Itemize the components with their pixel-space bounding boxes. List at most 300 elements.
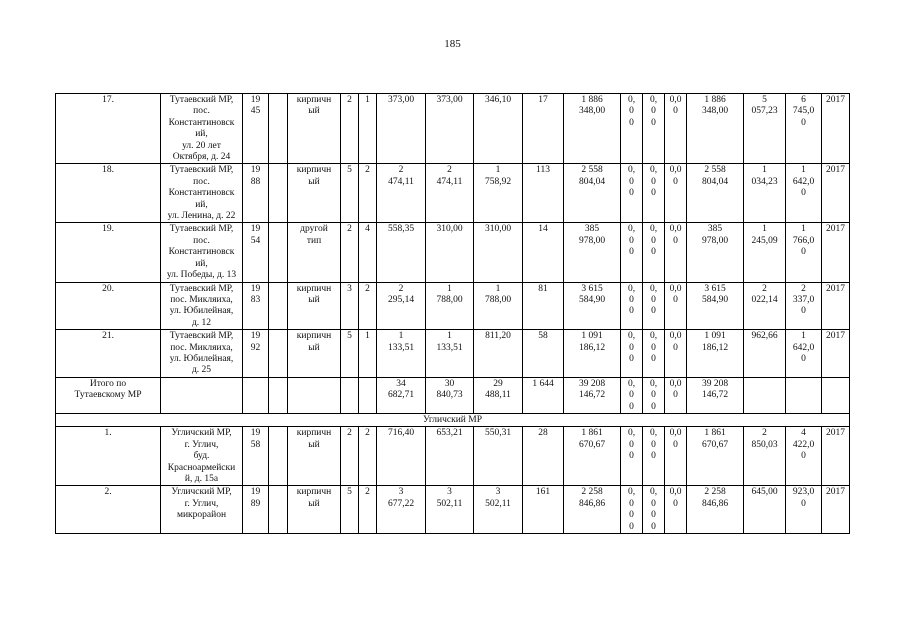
cost-owners-cell-line: 2 258 <box>704 487 726 498</box>
year-cell-line: 54 <box>250 235 261 246</box>
limit-cost-cell-line: 0 <box>801 353 806 364</box>
unit-cost-cell <box>744 164 786 223</box>
area-total-cell <box>377 223 426 282</box>
address-cell-line: Тутаевский МР, <box>169 224 234 235</box>
plan-year-cell: 2017 <box>822 282 850 330</box>
area-total-cell <box>377 427 426 486</box>
area-total-cell <box>377 94 426 164</box>
address-cell-line: микрорайон <box>176 510 227 521</box>
year-cell-line: 19 <box>250 428 261 439</box>
blank-cell <box>269 282 288 330</box>
cost-total-cell-line: 39 208 <box>578 378 606 389</box>
area-private-cell <box>474 330 523 378</box>
residents-cell: 14 <box>523 223 564 282</box>
address-cell-line: буд. <box>193 451 210 462</box>
cost-owners-cell-line: 39 208 <box>701 378 729 389</box>
cost-owners-cell <box>687 223 744 282</box>
cost-owners-cell-line: 3 615 <box>704 283 726 294</box>
entrances-cell: 4 <box>359 223 377 282</box>
floors-cell: 2 <box>341 94 359 164</box>
limit-cost-cell-line: 1 <box>801 331 806 342</box>
cost-total-cell-line: 978,00 <box>578 235 606 246</box>
limit-cost-cell-line: 337,0 <box>792 294 815 305</box>
fund-cell-1-line: 0 <box>629 176 634 187</box>
area-private-cell-line: 310,00 <box>484 224 512 235</box>
limit-cost-cell-line: 0 <box>801 498 806 509</box>
year-cell-line: 19 <box>250 165 261 176</box>
cost-owners-cell <box>687 427 744 486</box>
fund-cell-2-line: 0 <box>651 176 656 187</box>
address-cell-line: пос. <box>193 176 210 187</box>
address-cell-line: г. Углич, <box>184 498 219 509</box>
cost-total-cell-line: 670,67 <box>578 439 606 450</box>
area-residential-cell-line: 502,11 <box>436 498 463 509</box>
area-residential-cell-line: 1 <box>447 331 452 342</box>
cost-owners-cell-line: 1 861 <box>704 428 726 439</box>
fund-cell-3-line: 0 <box>673 176 678 187</box>
residents-cell: 58 <box>523 330 564 378</box>
fund-cell-3 <box>665 282 687 330</box>
address-cell-line: ул. 20 лет <box>182 140 221 151</box>
cost-owners-cell <box>687 94 744 164</box>
fund-cell-2-line: 0 <box>651 353 656 364</box>
cost-total-cell-line: 3 615 <box>581 283 603 294</box>
address-cell <box>161 94 243 164</box>
fund-cell-2 <box>643 164 665 223</box>
total-label-line: Итого по <box>89 378 127 389</box>
area-private-cell-line: 346,10 <box>484 95 512 105</box>
limit-cost-cell <box>786 94 822 164</box>
material-cell <box>288 486 341 534</box>
area-private-cell <box>474 486 523 534</box>
unit-cost-cell-line: 2 <box>762 283 767 294</box>
fund-cell-1-line: 0 <box>629 235 634 246</box>
total-row <box>56 377 850 413</box>
fund-cell-1-line: 0, <box>627 224 636 235</box>
unit-cost-cell-line: 1 <box>762 165 767 176</box>
cost-total-cell <box>564 377 621 413</box>
cost-owners-cell <box>687 330 744 378</box>
area-residential-cell <box>426 330 474 378</box>
area-residential-cell <box>426 282 474 330</box>
entrances-cell <box>359 377 377 413</box>
unit-cost-cell-line: 2 <box>762 428 767 439</box>
address-cell <box>161 164 243 223</box>
fund-cell-3-line: 0 <box>673 294 678 305</box>
year-cell-line: 19 <box>250 224 261 235</box>
area-private-cell-line: 788,00 <box>484 294 512 305</box>
fund-cell-2 <box>643 486 665 534</box>
residents-cell: 17 <box>523 94 564 164</box>
fund-cell-3 <box>665 486 687 534</box>
row-number: 18. <box>56 164 161 223</box>
fund-cell-2-line: 0 <box>651 188 656 199</box>
limit-cost-cell-line: 0 <box>801 451 806 462</box>
entrances-cell: 2 <box>359 282 377 330</box>
entrances-cell: 2 <box>359 486 377 534</box>
fund-cell-3 <box>665 427 687 486</box>
cost-total-cell <box>564 282 621 330</box>
fund-cell-3-line: 0,0 <box>669 95 682 105</box>
fund-cell-3-line: 0,0 <box>669 224 682 235</box>
area-total-cell-line: 295,14 <box>387 294 415 305</box>
limit-cost-cell-line: 6 <box>801 95 806 105</box>
fund-cell-1-line: 0, <box>627 428 636 439</box>
fund-cell-1 <box>621 427 643 486</box>
table-row <box>56 94 850 164</box>
area-total-cell <box>377 330 426 378</box>
fund-cell-1-line: 0 <box>629 498 634 509</box>
fund-cell-2 <box>643 377 665 413</box>
plan-year-cell: 2017 <box>822 330 850 378</box>
fund-cell-2-line: 0, <box>649 487 658 498</box>
fund-cell-2-line: 0 <box>651 294 656 305</box>
address-cell <box>161 486 243 534</box>
limit-cost-cell-line: 422,0 <box>792 439 815 450</box>
cost-total-cell-line: 804,04 <box>578 176 606 187</box>
limit-cost-cell-line: 0 <box>801 247 806 258</box>
cost-owners-cell-line: 584,90 <box>701 294 729 305</box>
row-number: 1. <box>56 427 161 486</box>
fund-cell-1-line: 0 <box>629 439 634 450</box>
address-cell-line: ул. Ленина, д. 22 <box>167 211 236 222</box>
area-total-cell-line: 474,11 <box>388 176 414 187</box>
fund-cell-1-line: 0, <box>627 95 636 105</box>
limit-cost-cell-line: 4 <box>801 428 806 439</box>
year-cell <box>243 486 269 534</box>
cost-total-cell-line: 1 091 <box>581 331 603 342</box>
limit-cost-cell <box>786 427 822 486</box>
table-row <box>56 427 850 486</box>
entrances-cell: 1 <box>359 94 377 164</box>
table-row <box>56 223 850 282</box>
area-total-cell-line: 716,40 <box>387 428 415 439</box>
material-cell <box>288 164 341 223</box>
fund-cell-3 <box>665 94 687 164</box>
area-total-cell-line: 34 <box>396 378 406 389</box>
unit-cost-cell <box>744 377 786 413</box>
address-cell-line: Угличский МР, <box>171 487 232 498</box>
floors-cell: 2 <box>341 427 359 486</box>
residents-cell: 161 <box>523 486 564 534</box>
address-cell-line: Тутаевский МР, <box>169 283 234 294</box>
area-total-cell <box>377 486 426 534</box>
fund-cell-1-line: 0 <box>629 451 634 462</box>
fund-cell-2-line: 0 <box>651 521 656 532</box>
blank-cell <box>269 330 288 378</box>
page-number: 185 <box>444 38 461 50</box>
cost-total-cell-line: 1 886 <box>581 95 603 105</box>
address-cell-line: Октября, д. 24 <box>172 152 231 163</box>
entrances-cell: 1 <box>359 330 377 378</box>
cost-owners-cell-line: 804,04 <box>701 176 729 187</box>
residents-cell: 28 <box>523 427 564 486</box>
fund-cell-3-line: 0,0 <box>669 165 682 176</box>
unit-cost-cell <box>744 223 786 282</box>
year-cell-line: 19 <box>250 95 261 105</box>
cost-total-cell <box>564 427 621 486</box>
plan-year-cell: 2017 <box>822 94 850 164</box>
fund-cell-2-line: 0 <box>651 306 656 317</box>
address-cell-line: пос. <box>193 235 210 246</box>
fund-cell-1-line: 0 <box>629 510 634 521</box>
fund-cell-3 <box>665 223 687 282</box>
year-cell <box>243 282 269 330</box>
residents-cell: 81 <box>523 282 564 330</box>
address-cell-line: ул. Победы, д. 13 <box>166 270 237 281</box>
fund-cell-3 <box>665 330 687 378</box>
address-cell-line: д. 25 <box>191 365 212 376</box>
fund-cell-2 <box>643 330 665 378</box>
area-private-cell <box>474 427 523 486</box>
blank-cell <box>269 486 288 534</box>
plan-year-cell: 2017 <box>822 427 850 486</box>
area-residential-cell-line: 373,00 <box>436 95 463 105</box>
area-residential-cell-line: 310,00 <box>436 224 463 235</box>
material-cell <box>288 377 341 413</box>
material-cell-line: ый <box>308 498 320 509</box>
address-cell-line: Константиновск <box>168 247 235 258</box>
area-private-cell-line: 1 <box>495 283 501 294</box>
area-private-cell <box>474 94 523 164</box>
address-cell <box>161 377 243 413</box>
cost-owners-cell-line: 385 <box>707 224 723 235</box>
cost-total-cell-line: 2 558 <box>581 165 603 176</box>
limit-cost-cell <box>786 486 822 534</box>
unit-cost-cell-line: 645,00 <box>751 487 778 498</box>
year-cell-line: 58 <box>250 439 261 450</box>
address-cell-line: д. 12 <box>191 317 212 328</box>
unit-cost-cell-line: 034,23 <box>751 176 778 187</box>
address-cell-line: пос. Микляиха, <box>170 342 233 353</box>
fund-cell-1-line: 0, <box>627 165 636 176</box>
cost-total-cell <box>564 330 621 378</box>
cost-owners-cell-line: 1 091 <box>704 331 726 342</box>
area-private-cell-line: 811,20 <box>485 331 511 342</box>
area-residential-cell-line: 1 <box>447 283 452 294</box>
fund-cell-3-line: 0 <box>673 498 678 509</box>
year-cell-line: 88 <box>250 176 261 187</box>
unit-cost-cell <box>744 94 786 164</box>
limit-cost-cell-line: 642,0 <box>792 176 815 187</box>
fund-cell-3-line: 0 <box>673 106 678 117</box>
plan-year-cell: 2017 <box>822 164 850 223</box>
fund-cell-2-line: 0, <box>649 378 658 389</box>
fund-cell-2-line: 0 <box>651 342 656 353</box>
area-private-cell-line: 29 <box>493 378 503 389</box>
area-private-cell <box>474 164 523 223</box>
fund-cell-2-line: 0 <box>651 390 656 401</box>
fund-cell-2-line: 0, <box>649 428 658 439</box>
year-cell-line: 19 <box>250 283 261 294</box>
material-cell-line: кирпичн <box>296 331 332 342</box>
address-cell-line: Константиновск <box>168 117 235 128</box>
fund-cell-3-line: 0,0 <box>669 378 682 389</box>
row-number: 17. <box>56 94 161 164</box>
area-private-cell-line: 502,11 <box>485 498 511 509</box>
material-cell-line: кирпичн <box>296 428 332 439</box>
year-cell-line: 19 <box>250 487 261 498</box>
unit-cost-cell-line: 962,66 <box>751 331 778 342</box>
fund-cell-1-line: 0, <box>627 331 636 342</box>
total-label-line: Тутаевскому МР <box>74 390 142 401</box>
limit-cost-cell-line: 0 <box>801 188 806 199</box>
plan-year-cell <box>822 377 850 413</box>
material-cell-line: тип <box>306 235 322 246</box>
address-cell <box>161 282 243 330</box>
fund-cell-1-line: 0 <box>629 117 634 128</box>
entrances-cell: 2 <box>359 427 377 486</box>
year-cell <box>243 330 269 378</box>
cost-total-cell-line: 385 <box>584 224 600 235</box>
section-header-row <box>56 413 850 426</box>
address-cell-line: й, д. 15а <box>184 474 219 484</box>
fund-cell-3-line: 0 <box>673 342 678 353</box>
address-cell <box>161 223 243 282</box>
cost-total-cell-line: 146,72 <box>578 390 606 401</box>
limit-cost-cell-line: 2 <box>801 283 806 294</box>
fund-cell-2-line: 0 <box>651 235 656 246</box>
unit-cost-cell <box>744 427 786 486</box>
cost-owners-cell-line: 186,12 <box>701 342 729 353</box>
area-total-cell <box>377 377 426 413</box>
limit-cost-cell <box>786 330 822 378</box>
limit-cost-cell <box>786 164 822 223</box>
cost-total-cell-line: 186,12 <box>578 342 606 353</box>
address-cell-line: пос. <box>193 106 210 117</box>
unit-cost-cell-line: 022,14 <box>751 294 778 305</box>
fund-cell-3-line: 0,0 <box>669 331 682 342</box>
material-cell-line: кирпичн <box>296 95 332 105</box>
residents-cell: 113 <box>523 164 564 223</box>
address-cell-line: Тутаевский МР, <box>169 95 234 105</box>
area-residential-cell-line: 133,51 <box>436 342 463 353</box>
area-private-cell-line: 488,11 <box>485 390 511 401</box>
fund-cell-2-line: 0, <box>649 224 658 235</box>
area-residential-cell-line: 653,21 <box>436 428 463 439</box>
area-total-cell-line: 3 <box>398 487 404 498</box>
year-cell-line: 19 <box>250 331 261 342</box>
entrances-cell: 2 <box>359 164 377 223</box>
cost-owners-cell <box>687 282 744 330</box>
area-total-cell-line: 2 <box>398 283 404 294</box>
material-cell <box>288 330 341 378</box>
area-residential-cell <box>426 377 474 413</box>
limit-cost-cell <box>786 282 822 330</box>
unit-cost-cell <box>744 282 786 330</box>
year-cell <box>243 94 269 164</box>
cost-total-cell-line: 348,00 <box>578 106 606 117</box>
area-residential-cell-line: 30 <box>444 378 455 389</box>
fund-cell-1 <box>621 223 643 282</box>
fund-cell-2-line: 0 <box>651 439 656 450</box>
area-private-cell-line: 758,92 <box>484 176 512 187</box>
material-cell-line: ый <box>308 439 320 450</box>
fund-cell-2-line: 0 <box>651 106 656 117</box>
housing-register-table <box>55 93 850 534</box>
area-private-cell-line: 550,31 <box>484 428 512 439</box>
fund-cell-3-line: 0,0 <box>669 283 682 294</box>
limit-cost-cell-line: 1 <box>801 224 806 235</box>
cost-owners-cell-line: 846,86 <box>701 498 729 509</box>
address-cell-line: Константиновск <box>168 188 235 199</box>
fund-cell-2-line: 0 <box>651 117 656 128</box>
year-cell <box>243 164 269 223</box>
area-private-cell <box>474 377 523 413</box>
address-cell-line: Тутаевский МР, <box>169 331 234 342</box>
area-residential-cell-line: 2 <box>447 165 452 176</box>
material-cell <box>288 427 341 486</box>
plan-year-cell: 2017 <box>822 223 850 282</box>
limit-cost-cell-line: 766,0 <box>792 235 815 246</box>
year-cell <box>243 427 269 486</box>
area-total-cell-line: 373,00 <box>387 95 415 105</box>
unit-cost-cell-line: 1 <box>762 224 767 235</box>
cost-owners-cell-line: 146,72 <box>701 390 729 401</box>
fund-cell-1-line: 0, <box>627 283 636 294</box>
material-cell-line: ый <box>308 106 320 117</box>
fund-cell-2 <box>643 427 665 486</box>
fund-cell-1 <box>621 330 643 378</box>
fund-cell-3-line: 0 <box>673 235 678 246</box>
year-cell-line: 89 <box>250 498 261 509</box>
material-cell-line: ый <box>308 294 320 305</box>
fund-cell-2 <box>643 282 665 330</box>
limit-cost-cell-line: 0 <box>801 306 806 317</box>
blank-cell <box>269 164 288 223</box>
limit-cost-cell-line: 0 <box>801 117 806 128</box>
fund-cell-1-line: 0 <box>629 521 634 532</box>
area-total-cell-line: 133,51 <box>387 342 415 353</box>
fund-cell-2-line: 0, <box>649 95 658 105</box>
area-total-cell-line: 682,71 <box>387 390 415 401</box>
fund-cell-2 <box>643 94 665 164</box>
area-total-cell-line: 2 <box>398 165 404 176</box>
fund-cell-1-line: 0 <box>629 306 634 317</box>
blank-cell <box>269 427 288 486</box>
address-cell-line: ул. Юбилейная, <box>169 353 234 364</box>
cost-owners-cell-line: 978,00 <box>701 235 729 246</box>
fund-cell-1 <box>621 486 643 534</box>
cost-owners-cell <box>687 377 744 413</box>
area-residential-cell <box>426 427 474 486</box>
material-cell-line: кирпичн <box>296 487 332 498</box>
cost-total-cell-line: 2 258 <box>581 487 603 498</box>
fund-cell-1-line: 0 <box>629 247 634 258</box>
year-cell-line: 45 <box>250 106 261 117</box>
area-residential-cell-line: 788,00 <box>436 294 463 305</box>
limit-cost-cell-line: 1 <box>801 165 806 176</box>
unit-cost-cell <box>744 330 786 378</box>
address-cell-line: Угличский МР, <box>171 428 232 439</box>
fund-cell-2-line: 0 <box>651 510 656 521</box>
cost-total-cell-line: 584,90 <box>578 294 606 305</box>
cost-owners-cell-line: 670,67 <box>701 439 729 450</box>
unit-cost-cell-line: 850,03 <box>751 439 778 450</box>
fund-cell-3 <box>665 164 687 223</box>
address-cell <box>161 330 243 378</box>
residents-cell: 1 644 <box>523 377 564 413</box>
table-row <box>56 282 850 330</box>
address-cell <box>161 427 243 486</box>
year-cell <box>243 377 269 413</box>
plan-year-cell: 2017 <box>822 486 850 534</box>
address-cell-line: г. Углич, <box>184 439 219 450</box>
area-total-cell <box>377 164 426 223</box>
area-total-cell-line: 1 <box>398 331 404 342</box>
area-residential-cell-line: 3 <box>447 487 452 498</box>
fund-cell-1-line: 0, <box>627 378 636 389</box>
